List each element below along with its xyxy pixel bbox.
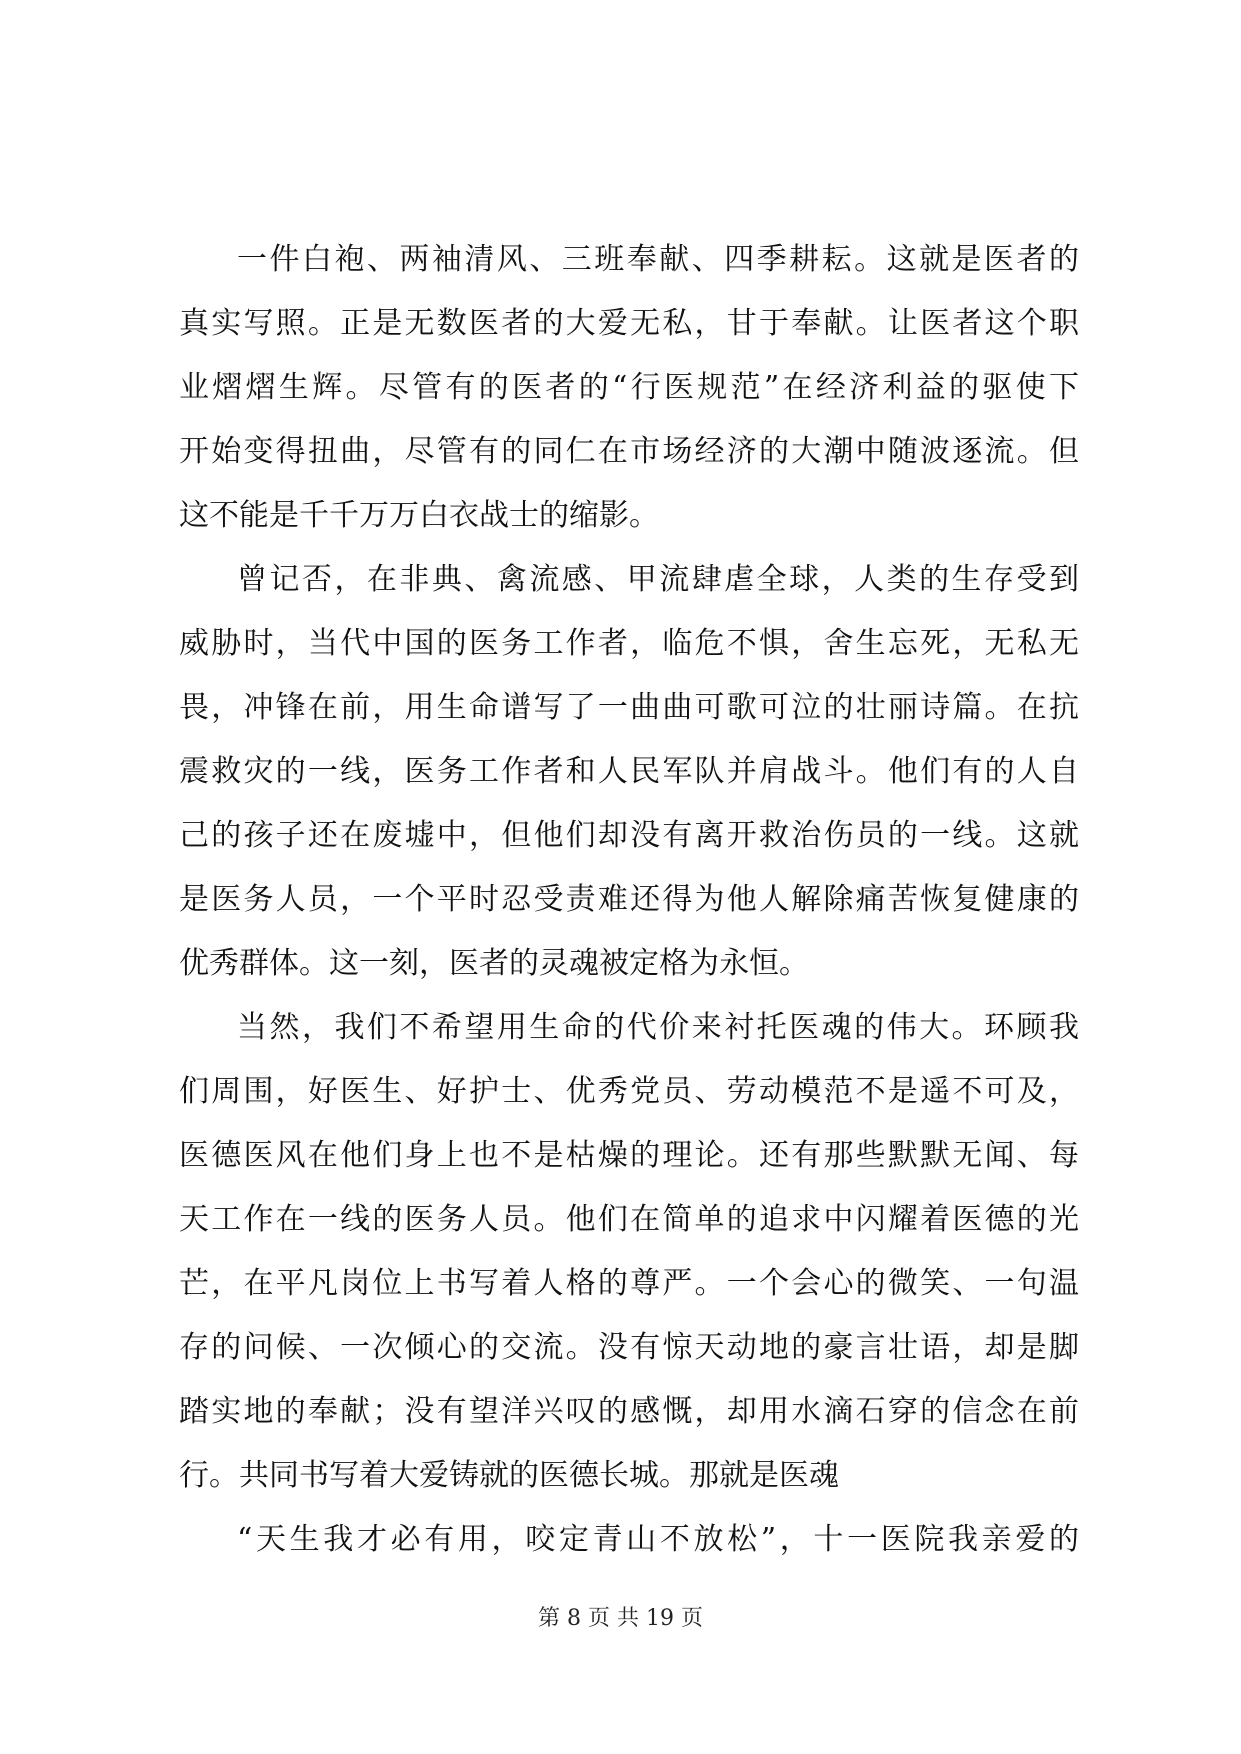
paragraph-line: “天生我才必有用，咬定青山不放松”，十一医院我亲爱的 — [237, 1522, 1079, 1557]
page-footer — [0, 1604, 1241, 1634]
paragraph-line: 存的问候、一次倾心的交流。没有惊天动地的豪言壮语，却是脚 — [179, 1330, 1079, 1365]
paragraph-line: 威胁时，当代中国的医务工作者，临危不惧，舍生忘死，无私无 — [179, 626, 1079, 661]
paragraph-3 — [179, 996, 1079, 1508]
paragraph-2 — [179, 548, 1079, 996]
paragraph-line: 一件白袍、两袖清风、三班奉献、四季耕耘。这就是医者的 — [237, 242, 1079, 277]
paragraph-line: 畏，冲锋在前，用生命谱写了一曲曲可歌可泣的壮丽诗篇。在抗 — [179, 690, 1079, 725]
paragraph-line: 己的孩子还在废墟中，但他们却没有离开救治伤员的一线。这就 — [179, 818, 1079, 853]
paragraph-line: 是医务人员，一个平时忍受责难还得为他人解除痛苦恢复健康的 — [179, 882, 1079, 917]
paragraph-line: 当然，我们不希望用生命的代价来衬托医魂的伟大。环顾我 — [237, 1010, 1079, 1045]
paragraph-line: 行。共同书写着大爱铸就的医德长城。那就是医魂 — [179, 1458, 839, 1493]
paragraph-line: 真实写照。正是无数医者的大爱无私，甘于奉献。让医者这个职 — [179, 306, 1079, 341]
paragraph-line: 天工作在一线的医务人员。他们在简单的追求中闪耀着医德的光 — [179, 1202, 1079, 1237]
paragraph-line: 优秀群体。这一刻，医者的灵魂被定格为永恒。 — [179, 946, 809, 981]
paragraph-line: 踏实地的奉献；没有望洋兴叹的感慨，却用水滴石穿的信念在前 — [179, 1394, 1079, 1429]
paragraph-line: 震救灾的一线，医务工作者和人民军队并肩战斗。他们有的人自 — [179, 754, 1079, 789]
paragraph-1 — [179, 228, 1079, 548]
paragraph-line: 业熠熠生辉。尽管有的医者的“行医规范”在经济利益的驱使下 — [179, 370, 1079, 405]
page-number-label: 第 8 页 共 19 页 — [538, 1606, 703, 1631]
paragraph-line: 曾记否，在非典、禽流感、甲流肆虐全球，人类的生存受到 — [237, 562, 1079, 597]
paragraph-line: 们周围，好医生、好护士、优秀党员、劳动模范不是遥不可及， — [179, 1074, 1079, 1109]
paragraph-line: 开始变得扭曲，尽管有的同仁在市场经济的大潮中随波逐流。但 — [179, 434, 1079, 469]
paragraph-4 — [179, 1508, 1079, 1572]
paragraph-line: 这不能是千千万万白衣战士的缩影。 — [179, 498, 659, 533]
paragraph-line: 芒，在平凡岗位上书写着人格的尊严。一个会心的微笑、一句温 — [179, 1266, 1079, 1301]
paragraph-line: 医德医风在他们身上也不是枯燥的理论。还有那些默默无闻、每 — [179, 1138, 1079, 1173]
body-text — [179, 228, 1079, 1572]
